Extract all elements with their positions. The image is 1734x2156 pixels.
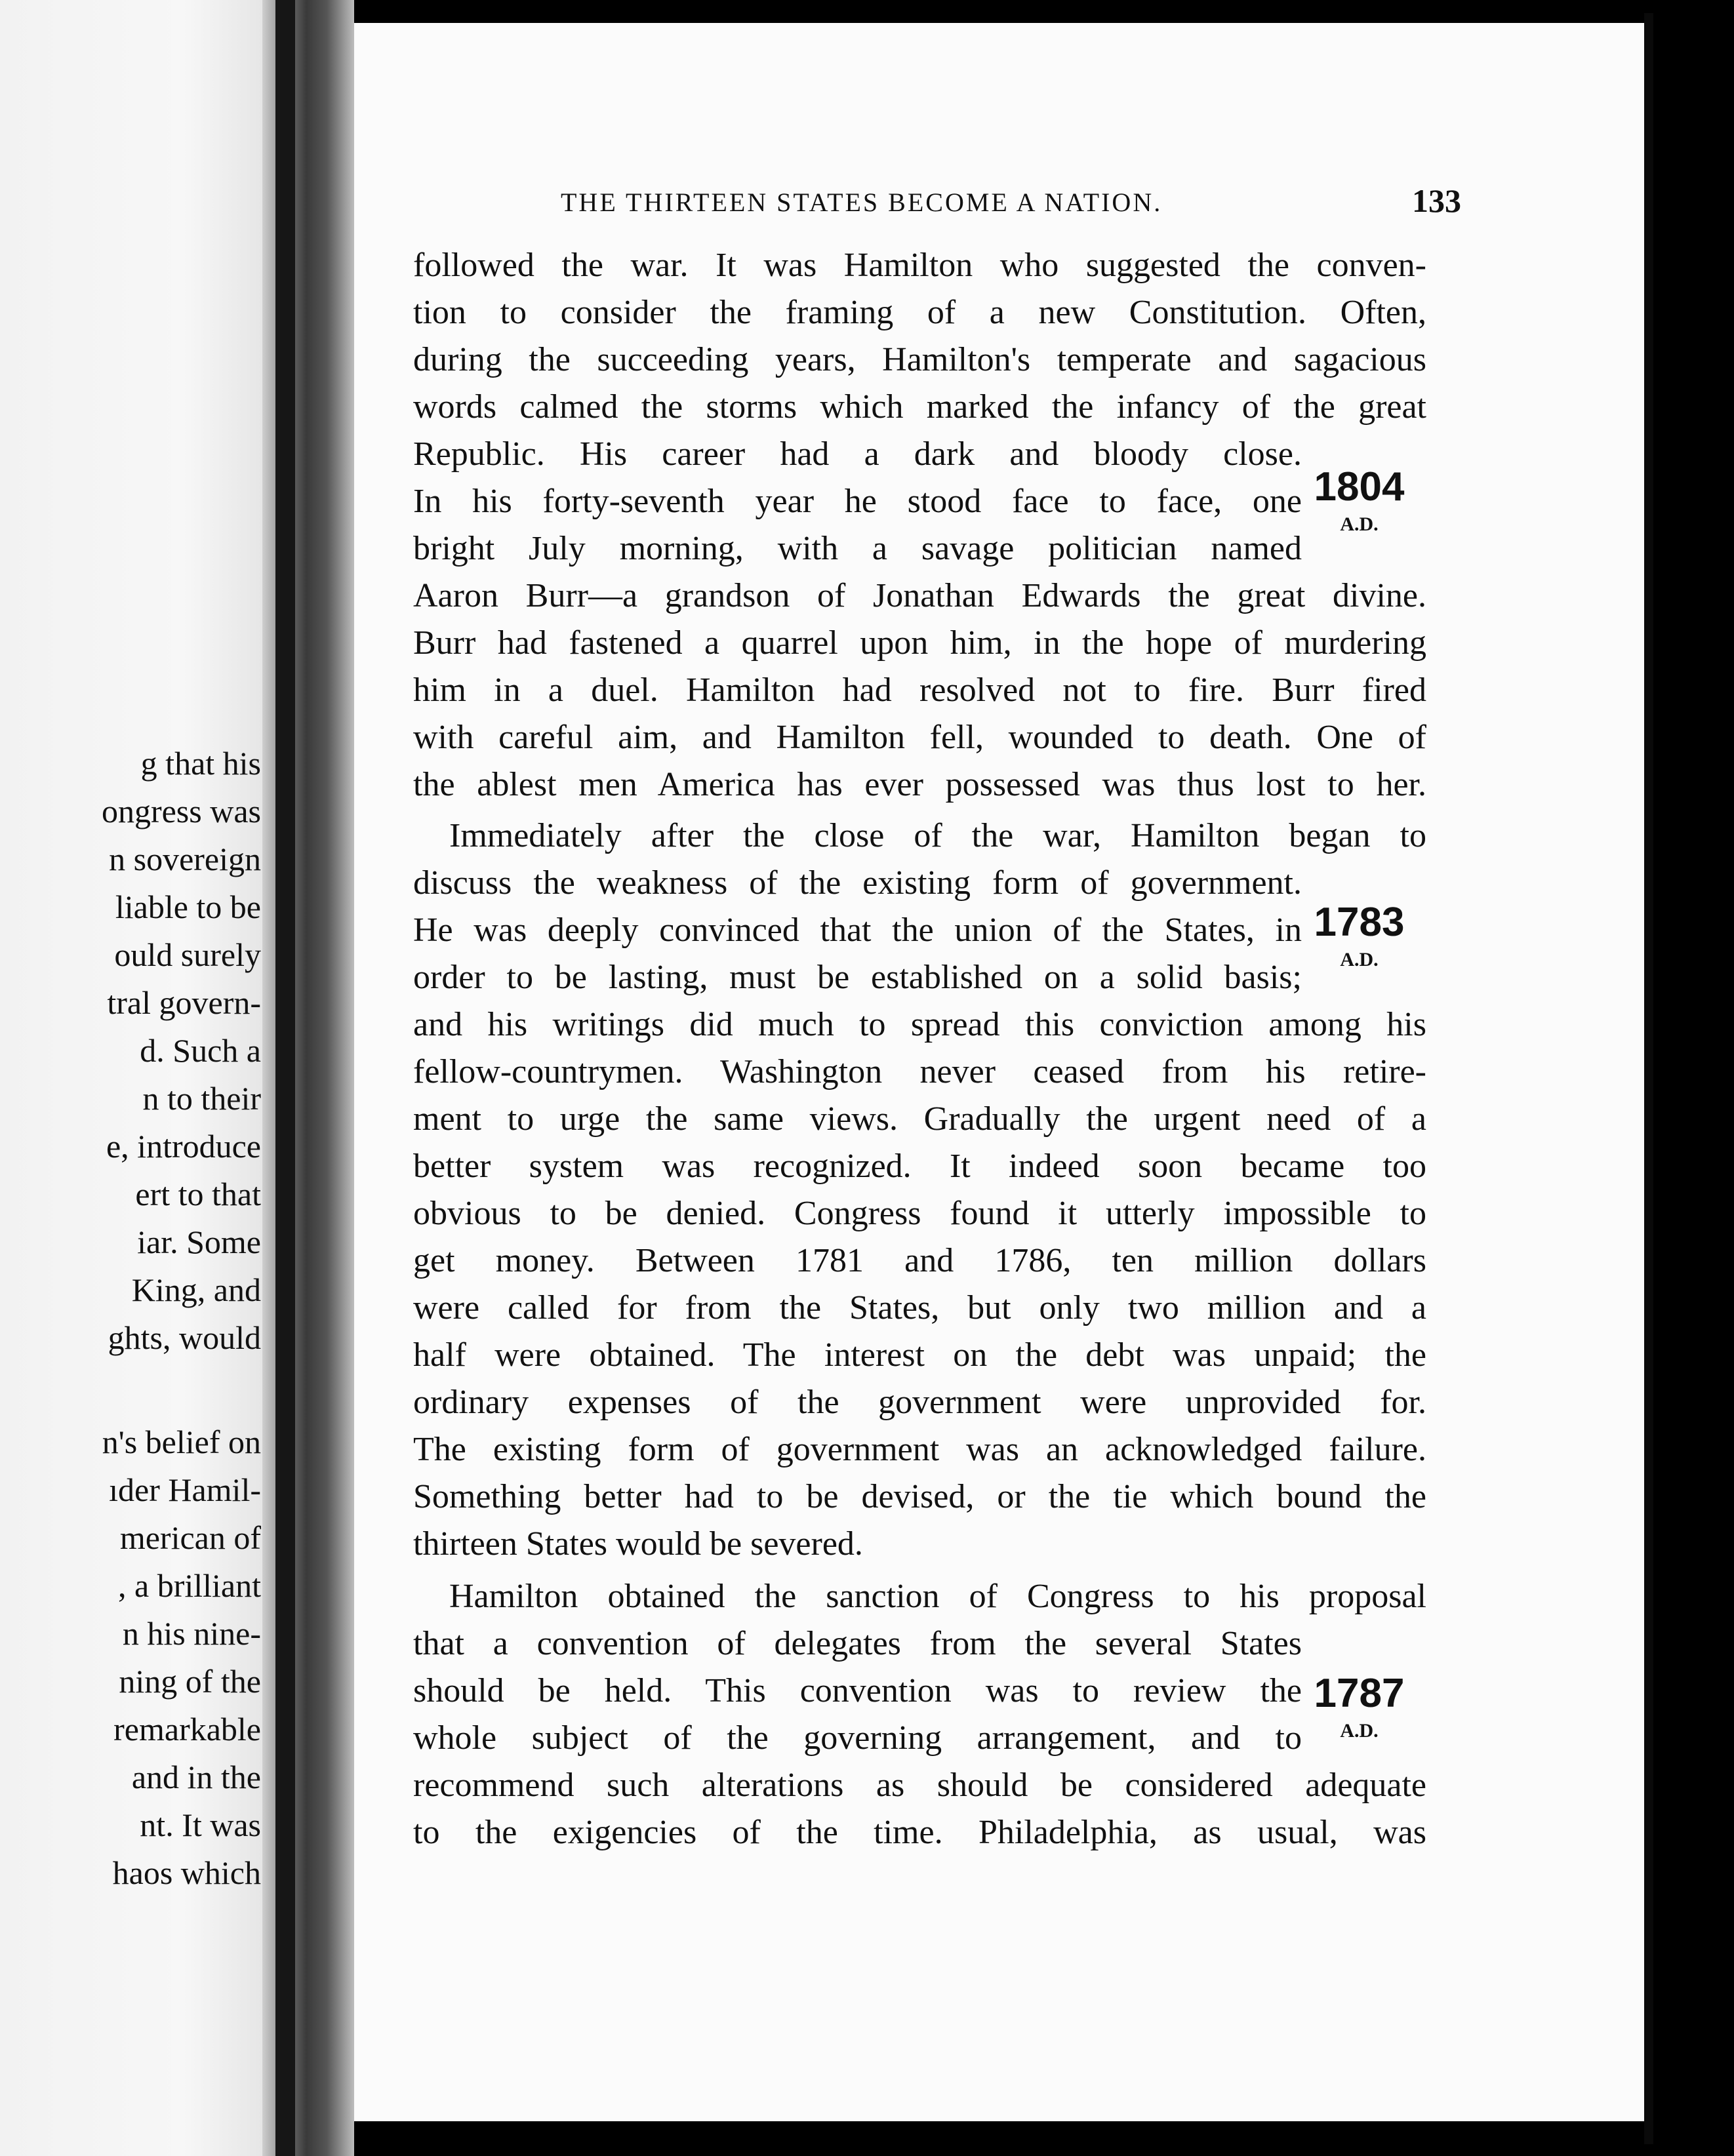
- left-page-line: n his nine-: [122, 1615, 261, 1652]
- margin-year: 1804: [1314, 464, 1405, 509]
- body-line: Something better had to be devised, or the tie which bound the: [413, 1478, 1426, 1515]
- body-line: the ablest men America has ever possessed was thus lost to her.: [413, 766, 1426, 803]
- left-page-line: n to their: [142, 1080, 261, 1117]
- body-line: him in a duel. Hamilton had resolved not to fire. Burr fired: [413, 671, 1426, 709]
- page-number: 133: [1412, 182, 1461, 219]
- body-line: recommend such alterations as should be considered adequate: [413, 1767, 1426, 1804]
- body-line: followed the war. It was Hamilton who suggested the conven-: [413, 247, 1426, 284]
- body-line: Burr had fastened a quarrel upon him, in the hope of murdering: [413, 624, 1426, 662]
- body-line: order to be lasting, must be established on a solid basis;: [413, 959, 1302, 996]
- margin-era: A.D.: [1340, 1720, 1379, 1742]
- body-line: and his writings did much to spread this conviction among his: [413, 1006, 1426, 1043]
- left-page-line: King, and: [131, 1271, 261, 1308]
- body-line: should be held. This convention was to review the: [413, 1672, 1302, 1709]
- gutter-shadow: [275, 0, 295, 2156]
- left-page-line: ghts, would: [108, 1319, 261, 1356]
- page-edge-shadow: [1644, 13, 1653, 2144]
- left-page-line: e, introduce: [106, 1128, 261, 1165]
- body-line: during the succeeding years, Hamilton's temperate and sagacious: [413, 341, 1426, 378]
- left-page-line: iar. Some: [137, 1224, 261, 1260]
- body-line: ordinary expenses of the government were unprovided for.: [413, 1384, 1426, 1421]
- body-line: get money. Between 1781 and 1786, ten million dollars: [413, 1242, 1426, 1279]
- body-line: thirteen States would be severed.: [413, 1525, 863, 1563]
- body-line: half were obtained. The interest on the debt was unpaid; the: [413, 1336, 1426, 1374]
- right-page: [354, 23, 1649, 2121]
- left-page-line: ould surely: [114, 936, 261, 973]
- body-line: The existing form of government was an acknowledged failure.: [413, 1431, 1426, 1468]
- left-page-line: haos which: [112, 1854, 261, 1891]
- body-line: that a convention of delegates from the several States: [413, 1625, 1302, 1662]
- left-page-line: remarkable: [113, 1711, 261, 1747]
- left-page-line: liable to be: [115, 888, 261, 925]
- left-page-line: n sovereign: [109, 841, 261, 877]
- left-page-line: ning of the: [119, 1663, 261, 1700]
- body-line: obvious to be denied. Congress found it utterly impossible to: [413, 1195, 1426, 1232]
- running-head: THE THIRTEEN STATES BECOME A NATION.: [561, 188, 1163, 217]
- left-page-line: d. Such a: [140, 1032, 261, 1069]
- body-line: fellow-countrymen. Washington never ceased from his retire-: [413, 1053, 1426, 1090]
- margin-era: A.D.: [1340, 949, 1379, 970]
- left-page-line: n's belief on: [102, 1424, 261, 1460]
- body-line: bright July morning, with a savage politician named: [413, 530, 1302, 567]
- body-line: Aaron Burr—a grandson of Jonathan Edwards the great divine.: [413, 577, 1426, 614]
- body-line: words calmed the storms which marked the infancy of the great: [413, 388, 1426, 426]
- body-line: Republic. His career had a dark and bloody close.: [413, 435, 1302, 473]
- body-line: discuss the weakness of the existing form of government.: [413, 864, 1302, 902]
- body-line: In his forty-seventh year he stood face to face, one: [413, 483, 1302, 520]
- body-line: tion to consider the framing of a new Constitution. Often,: [413, 294, 1426, 331]
- body-line: were called for from the States, but only two million and a: [413, 1289, 1426, 1327]
- left-page-line: nt. It was: [140, 1807, 261, 1843]
- body-line: to the exigencies of the time. Philadelphia, as usual, was: [413, 1814, 1426, 1851]
- margin-year: 1783: [1314, 900, 1405, 945]
- left-page-line: g that his: [140, 745, 261, 782]
- body-line: better system was recognized. It indeed soon became too: [413, 1148, 1426, 1185]
- body-line: ment to urge the same views. Gradually the urgent need of a: [413, 1100, 1426, 1138]
- left-page-line: merican of: [119, 1519, 261, 1556]
- left-facing-page: [0, 0, 262, 2156]
- left-page-line: ert to that: [135, 1176, 261, 1212]
- left-page-line: and in the: [131, 1759, 261, 1795]
- margin-year: 1787: [1314, 1671, 1405, 1716]
- left-page-line: tral govern-: [107, 984, 261, 1021]
- body-line: He was deeply convinced that the union of the States, in: [413, 911, 1302, 949]
- left-page-line: , a brilliant: [118, 1567, 261, 1604]
- left-page-line: ongress was: [101, 793, 261, 829]
- body-line: Immediately after the close of the war, Hamilton began to: [449, 817, 1426, 854]
- body-line: Hamilton obtained the sanction of Congress to his proposal: [449, 1578, 1426, 1615]
- margin-era: A.D.: [1340, 513, 1379, 535]
- left-page-line: ıder Hamil-: [109, 1471, 261, 1508]
- body-line: with careful aim, and Hamilton fell, wounded to death. One of: [413, 719, 1426, 756]
- body-line: whole subject of the governing arrangement, and to: [413, 1719, 1302, 1757]
